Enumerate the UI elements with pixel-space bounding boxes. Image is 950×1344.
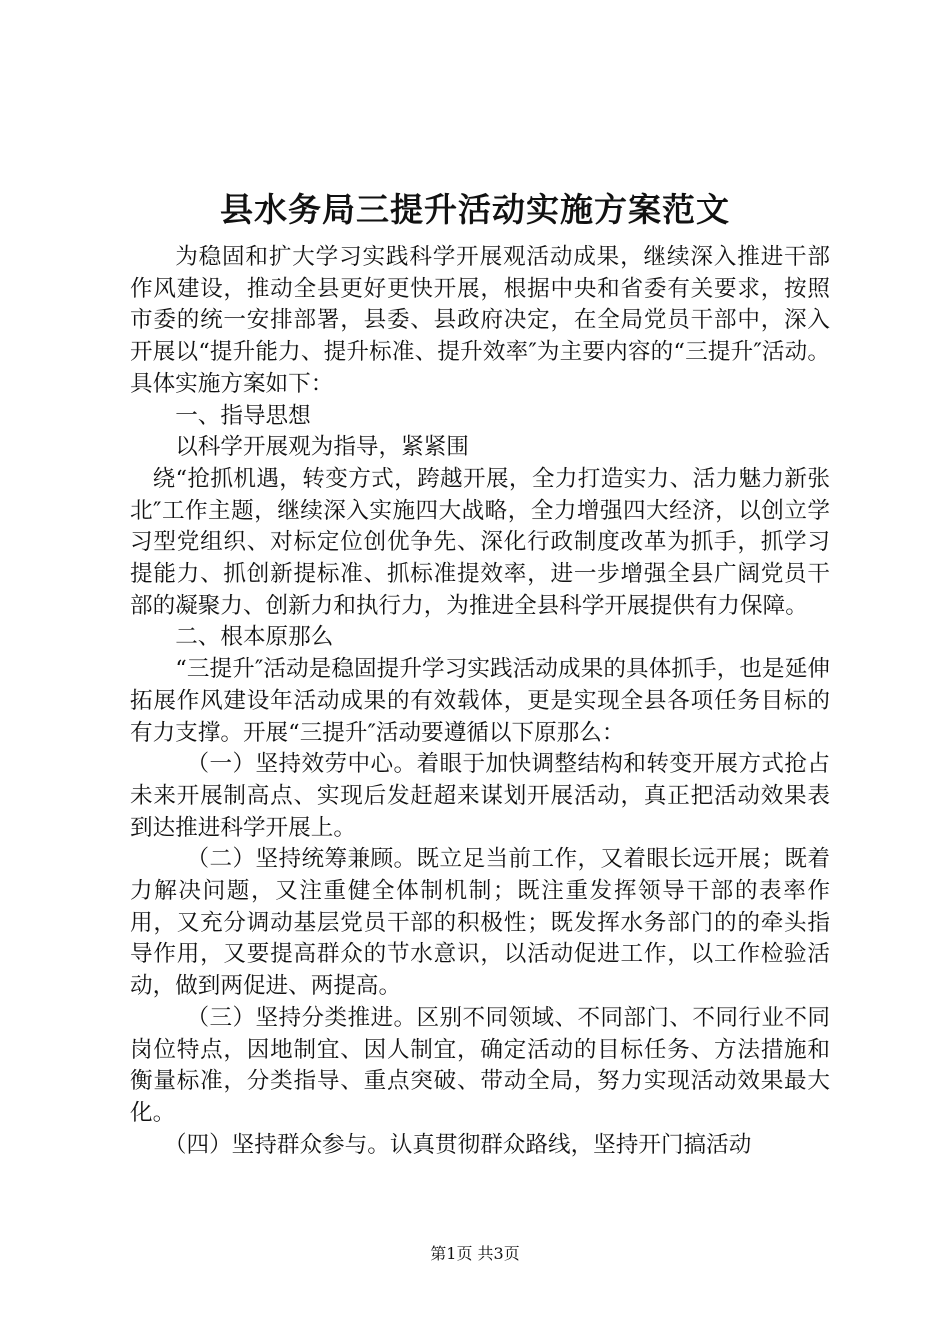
page-footer: 第1页 共3页 [430, 1244, 520, 1263]
document-title: 县水务局三提升活动实施方案范文 [220, 190, 730, 229]
list-item: （一）坚持效劳中心。着眼于加快调整结构和转变开展方式抢占未来开展制高点、实现后发赶超来谋划开展活动，真正把活动效果表到达推进科学开展上。 [130, 751, 830, 841]
section-heading-guiding-ideology: 一、指导思想 [175, 402, 311, 429]
paragraph: 绕“抢抓机遇，转变方式，跨越开展，全力打造实力、活力魅力新张北″工作主题，继续深入实施四大战略，全力增强四大经济，以创立学习型党组织、对标定位创优争先、深化行政制度改革为抓手，抓学习提能力、抓创新提标准、抓标准提效率，进一步增强全县广阔党员干部的凝聚力、创新力和执行力，为推进全县科学开展提供有力保障。 [130, 465, 830, 619]
list-item: （三）坚持分类推进。区别不同领域、不同部门、不同行业不同岗位特点，因地制宜、因人制宜，确定活动的目标任务、方法措施和衡量标准，分类指导、重点突破、带动全局，努力实现活动效果最大化。 [130, 1004, 830, 1126]
intro-paragraph: 为稳固和扩大学习实践科学开展观活动成果，继续深入推进干部作风建设，推动全县更好更快开展，根据中央和省委有关要求，按照市委的统一安排部署，县委、县政府决定，在全局党员干部中，深入开展以“提升能力、提升标准、提升效率″为主要内容的“三提升″活动。具体实施方案如下： [130, 244, 830, 397]
list-item: （四）坚持群众参与。认真贯彻群众路线，坚持开门搞活动 [163, 1131, 752, 1158]
paragraph: 以科学开展观为指导，紧紧围 [175, 434, 469, 461]
list-item: （二）坚持统筹兼顾。既立足当前工作，又着眼长远开展；既着力解决问题，又注重健全体制机制；既注重发挥领导干部的表率作用，又充分调动基层党员干部的积极性；既发挥水务部门的的牵头指导作用，又要提高群众的节水意识，以活动促进工作，以工作检验活动，做到两促进、两提高。 [130, 846, 830, 1000]
paragraph: “三提升″活动是稳固提升学习实践活动成果的具体抓手，也是延伸拓展作风建设年活动成果的有效载体，更是实现全县各项任务目标的有力支撑。开展“三提升″活动要遵循以下原那么： [130, 656, 830, 746]
document-body [130, 242, 830, 1161]
section-heading-basic-principles: 二、根本原那么 [175, 624, 334, 651]
